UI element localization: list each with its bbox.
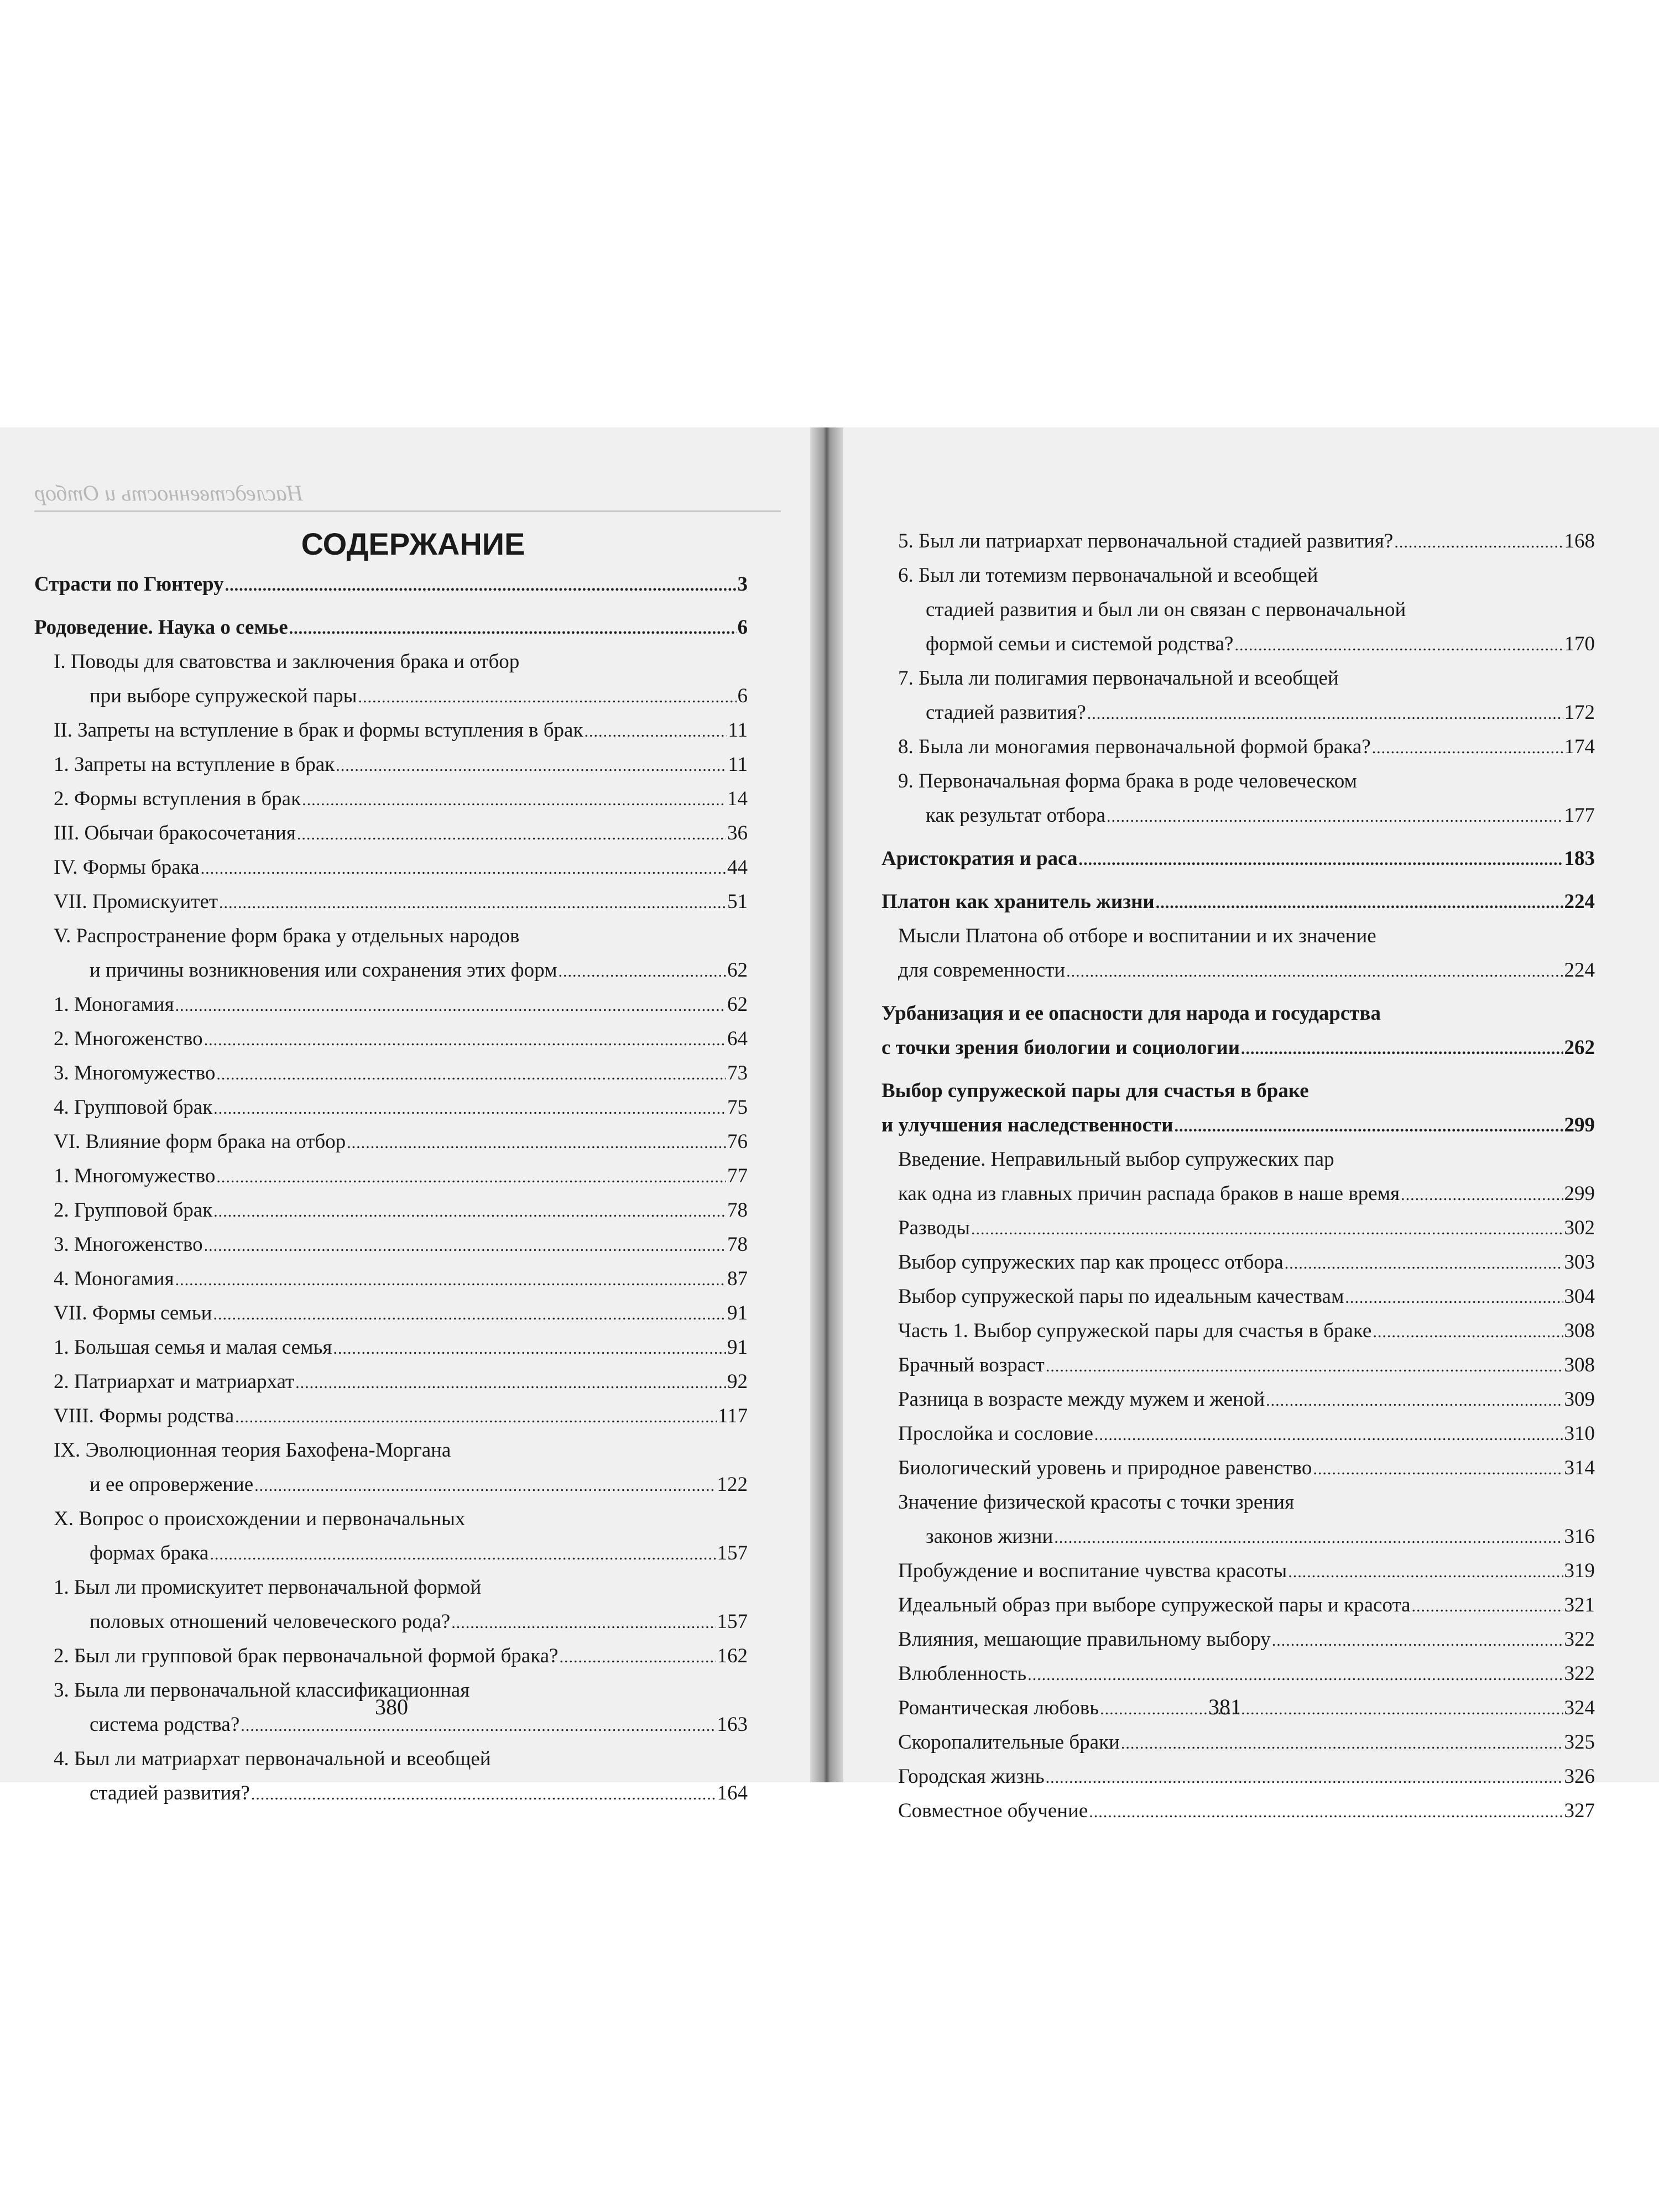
toc-entry: VII. Промискуитет ..... 51 bbox=[34, 885, 748, 919]
book-gutter bbox=[810, 427, 843, 1782]
toc-entry: Идеальный образ при выборе супружеской пары и красота ..... 321 bbox=[881, 1588, 1595, 1623]
toc-entry: Выбор супружеской пары по идеальным качествам ..... 304 bbox=[881, 1280, 1595, 1314]
toc-entry: III. Обычаи бракосочетания ..... 36 bbox=[34, 816, 748, 851]
left-page bbox=[0, 427, 810, 1804]
toc-entry: Разница в возрасте между мужем и женой ..... 309 bbox=[881, 1383, 1595, 1417]
toc-entry: 2. Многоженство ..... 64 bbox=[34, 1022, 748, 1056]
toc-entry: 1. Большая семья и малая семья ..... 91 bbox=[34, 1331, 748, 1365]
toc-entry: 7. Была ли полигамия первоначальной и всеобщей bbox=[898, 667, 1339, 690]
toc-entry: Скоропалительные браки ..... 325 bbox=[881, 1725, 1595, 1760]
toc-entry: 2. Групповой брак ..... 78 bbox=[34, 1193, 748, 1228]
toc-entry: Пробуждение и воспитание чувства красоты ..... 319 bbox=[881, 1554, 1595, 1588]
toc-entry: 3. Многомужество ..... 73 bbox=[34, 1056, 748, 1091]
toc-entry: формой семьи и системой родства? ..... 170 bbox=[881, 627, 1595, 661]
toc-entry: для современности ..... 224 bbox=[881, 953, 1595, 988]
header-rule bbox=[34, 510, 781, 512]
toc-entry: IV. Формы брака ..... 44 bbox=[34, 851, 748, 885]
toc-entry: 4. Был ли матриархат первоначальной и всеобщей bbox=[54, 1747, 491, 1770]
toc-entry: 1. Моногамия ..... 62 bbox=[34, 988, 748, 1022]
toc-entry: II. Запреты на вступление в брак и формы вступления в брак ..... 11 bbox=[34, 713, 748, 748]
toc-entry: законов жизни ..... 316 bbox=[881, 1520, 1595, 1554]
right-page bbox=[843, 427, 1659, 1822]
toc-entry: 9. Первоначальная форма брака в роде человеческом bbox=[898, 770, 1357, 792]
toc-entry: 1. Запреты на вступление в брак ..... 11 bbox=[34, 748, 748, 782]
toc-entry: 5. Был ли патриархат первоначальной стадией развития? ..... 168 bbox=[881, 524, 1595, 559]
toc-entry: как одна из главных причин распада браков в наше время ..... 299 bbox=[881, 1177, 1595, 1211]
page-number: 380 bbox=[375, 1694, 408, 1719]
toc-entry: I. Поводы для сватовства и заключения брака и отбор bbox=[54, 650, 520, 673]
toc-entry: 8. Была ли моногамия первоначальной формой брака? ..... 174 bbox=[881, 730, 1595, 764]
toc-entry: Урбанизация и ее опасности для народа и государства bbox=[881, 1002, 1381, 1025]
toc-entry: 1. Был ли промискуитет первоначальной формой bbox=[54, 1576, 482, 1599]
toc-entry: Выбор супружеских пар как процесс отбора ..... 303 bbox=[881, 1245, 1595, 1280]
toc-entry: Родоведение. Наука о семье ..... 6 bbox=[34, 611, 748, 645]
toc-entry: 4. Групповой брак ..... 75 bbox=[34, 1091, 748, 1125]
toc-entry: Биологический уровень и природное равенство ..... 314 bbox=[881, 1451, 1595, 1485]
toc-entry: Разводы ..... 302 bbox=[881, 1211, 1595, 1245]
toc-entry: система родства? ..... 163 bbox=[34, 1708, 748, 1742]
toc-entry: Совместное обучение ..... 327 bbox=[881, 1794, 1595, 1828]
toc-entry: VIII. Формы родства ..... 117 bbox=[34, 1399, 748, 1433]
toc-entry: Городская жизнь ..... 326 bbox=[881, 1760, 1595, 1794]
toc-entry: 3. Была ли первоначальной классификационная bbox=[54, 1679, 470, 1702]
toc-entry: Выбор супружеской пары для счастья в браке bbox=[881, 1079, 1309, 1102]
toc-entry: с точки зрения биологии и социологии ..... 262 bbox=[881, 1031, 1595, 1065]
toc-entry: Платон как хранитель жизни ..... 224 bbox=[881, 885, 1595, 919]
toc-entry: 2. Был ли групповой брак первоначальной формой брака? ..... 162 bbox=[34, 1639, 748, 1673]
toc-entry: VII. Формы семьи ..... 91 bbox=[34, 1296, 748, 1331]
toc-entry: стадией развития? ..... 172 bbox=[881, 696, 1595, 730]
bleed-through-header: Наследственность и Отбор bbox=[34, 481, 303, 505]
toc-entry: формах брака ..... 157 bbox=[34, 1536, 748, 1571]
toc-entry: и улучшения наследственности ..... 299 bbox=[881, 1108, 1595, 1142]
toc-entry: 2. Патриархат и матриархат ..... 92 bbox=[34, 1365, 748, 1399]
toc-entry: Романтическая любовь ..... 324 bbox=[881, 1691, 1595, 1725]
toc-title: СОДЕРЖАНИЕ bbox=[301, 526, 525, 561]
toc-entry: Страсти по Гюнтеру ..... 3 bbox=[34, 567, 748, 602]
toc-column-left bbox=[34, 524, 748, 1811]
toc-column-right bbox=[881, 524, 1595, 1828]
toc-entry: Часть 1. Выбор супружеской пары для счастья в браке ..... 308 bbox=[881, 1314, 1595, 1348]
toc-entry: VI. Влияние форм брака на отбор ..... 76 bbox=[34, 1125, 748, 1159]
toc-entry: 1. Многомужество ..... 77 bbox=[34, 1159, 748, 1193]
toc-entry: Брачный возраст ..... 308 bbox=[881, 1348, 1595, 1383]
toc-entry: 3. Многоженство ..... 78 bbox=[34, 1228, 748, 1262]
book-spread bbox=[0, 427, 1659, 1822]
toc-entry: Мысли Платона об отборе и воспитании и их значение bbox=[898, 925, 1376, 947]
toc-entry: IX. Эволюционная теория Бахофена-Моргана bbox=[54, 1439, 451, 1462]
toc-entry: Аристократия и раса ..... 183 bbox=[881, 842, 1595, 876]
toc-entry: Значение физической красоты с точки зрения bbox=[898, 1491, 1295, 1514]
toc-entry: как результат отбора ..... 177 bbox=[881, 799, 1595, 833]
toc-entry: и причины возникновения или сохранения этих форм ..... 62 bbox=[34, 953, 748, 988]
toc-entry: Прослойка и сословие ..... 310 bbox=[881, 1417, 1595, 1451]
toc-entry: Введение. Неправильный выбор супружеских пар bbox=[898, 1148, 1334, 1171]
toc-entry: стадией развития? ..... 164 bbox=[34, 1776, 748, 1811]
toc-entry: 6. Был ли тотемизм первоначальной и всеобщей bbox=[898, 564, 1318, 587]
toc-entry: и ее опровержение ..... 122 bbox=[34, 1468, 748, 1502]
toc-entry: Влюбленность ..... 322 bbox=[881, 1657, 1595, 1691]
toc-entry: 4. Моногамия ..... 87 bbox=[34, 1262, 748, 1296]
toc-entry: 2. Формы вступления в брак ..... 14 bbox=[34, 782, 748, 816]
toc-entry: Влияния, мешающие правильному выбору ..... 322 bbox=[881, 1623, 1595, 1657]
toc-entry: стадией развития и был ли он связан с первоначальной bbox=[926, 598, 1406, 621]
toc-entry: при выборе супружеской пары ..... 6 bbox=[34, 679, 748, 713]
toc-entry: V. Распространение форм брака у отдельных народов bbox=[54, 925, 520, 947]
toc-entry: X. Вопрос о происхождении и первоначальных bbox=[54, 1507, 466, 1530]
page-number: 381 bbox=[1208, 1694, 1241, 1719]
toc-entry: половых отношений человеческого рода? ..... 157 bbox=[34, 1605, 748, 1639]
